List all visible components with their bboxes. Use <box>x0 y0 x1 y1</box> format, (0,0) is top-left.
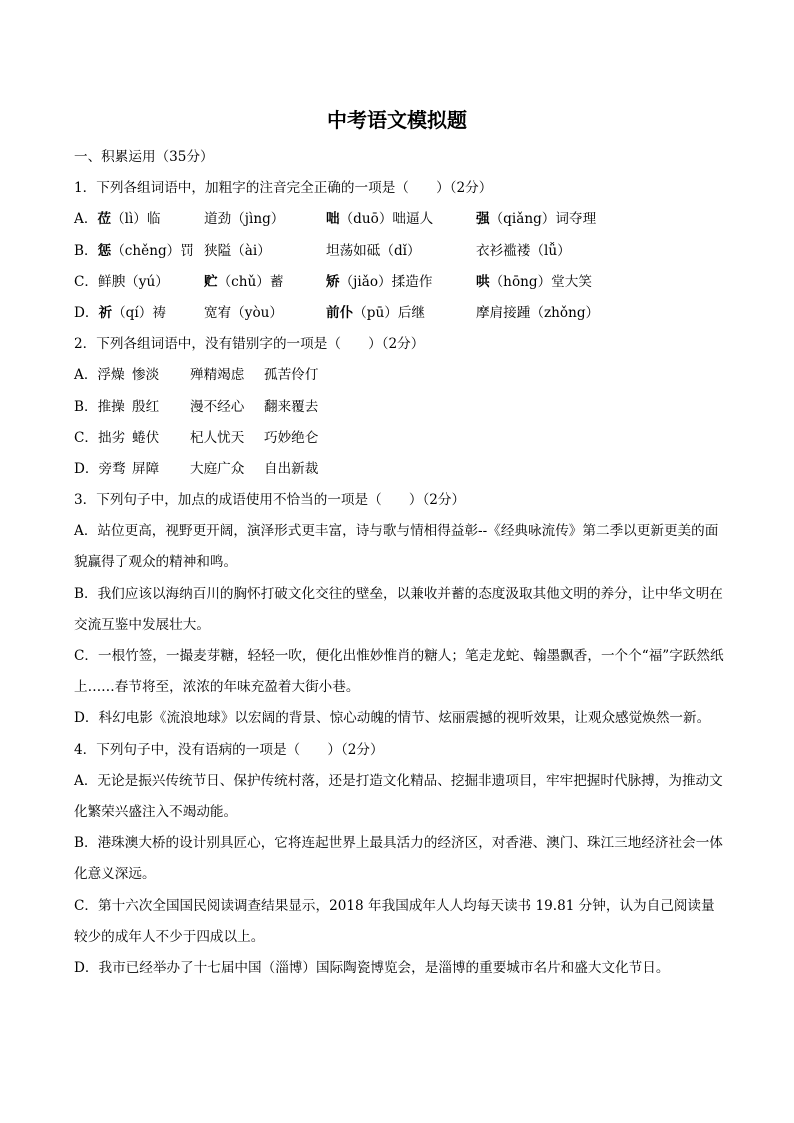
question-1-option-d <box>74 298 724 329</box>
option-term <box>204 267 326 298</box>
question-3-stem: 3．下列句子中，加点的成语使用不恰当的一项是（ ）（2分） <box>74 492 466 509</box>
exam-content <box>74 142 724 984</box>
option-term <box>74 267 204 298</box>
option-label: B． <box>74 242 98 259</box>
term-text: （qí）祷 <box>112 304 166 321</box>
emphasized-character: 惩 <box>97 242 112 259</box>
emphasized-character: 强 <box>476 211 490 228</box>
question-1-stem: 1．下列各组词语中，加粗字的注音完全正确的一项是（ ）（2分） <box>74 180 493 197</box>
question-3-option-a: A．站位更高，视野更开阔，演泽形式更丰富，诗与歌与情相得益彰--《经典咏流传》第二季以更新更美的面貌赢得了观众的精神和鸣。 <box>74 523 719 571</box>
term-text: 衣衫褴褛（lǚ） <box>476 242 571 259</box>
option-term: 蜷伏 <box>132 429 160 446</box>
option-term: 大庭广众 <box>190 460 245 477</box>
option-term: 漫不经心 <box>190 398 245 415</box>
term-text: （jiǎo）揉造作 <box>339 273 433 290</box>
term-text: （qiǎng）词夺理 <box>489 211 597 228</box>
section-heading: 一、积累运用（35分） <box>74 149 214 165</box>
option-term <box>74 236 204 267</box>
option-term: C．拙劣 <box>74 429 126 446</box>
option-term <box>476 298 726 329</box>
emphasized-character: 矫 <box>326 273 340 290</box>
option-term <box>74 204 204 235</box>
option-term: 自出新裁 <box>264 460 319 477</box>
question-4-stem: 4．下列句子中，没有语病的一项是（ ）（2分） <box>74 741 384 758</box>
option-term <box>326 298 476 329</box>
option-term: 惨淡 <box>132 367 160 384</box>
question-1-options <box>74 204 724 329</box>
term-text: 狭隘（ài） <box>204 242 271 259</box>
option-term <box>476 236 726 267</box>
option-term <box>204 204 326 235</box>
option-term: 孤苦伶仃 <box>264 367 319 384</box>
question-1-option-a <box>74 204 724 235</box>
option-term: 翻来覆去 <box>264 398 319 415</box>
term-text: 宽宥（yòu） <box>204 304 283 321</box>
question-1-option-c <box>74 267 724 298</box>
emphasized-character: 莅 <box>97 211 112 228</box>
emphasized-character: 前仆 <box>326 304 354 321</box>
question-4-option-c: C．第十六次全国国民阅读调查结果显示，2018 年我国成年人人均每天读书 19.81 分钟，认为自己阅读量较少的成年人不少于四成以上。 <box>74 897 715 945</box>
question-4-option-a: A．无论是振兴传统节日、保护传统村落，还是打造文化精品、挖掘非遗项目，牢牢把握时代脉搏，为推动文化繁荣兴盛注入不竭动能。 <box>74 772 723 821</box>
option-term: B．推操 <box>74 398 125 415</box>
option-term <box>326 204 476 235</box>
question-2-option-d <box>74 454 724 485</box>
option-term: D．旁骛 <box>74 460 126 477</box>
question-2-options <box>74 360 724 485</box>
option-term: A．浮燥 <box>74 367 125 384</box>
option-term <box>74 298 204 329</box>
page-title: 中考语文模拟题 <box>327 108 467 132</box>
question-2-option-b <box>74 392 724 423</box>
term-text: 道劲（jìng） <box>204 211 285 228</box>
question-2-option-a <box>74 360 724 391</box>
term-text: 鲜腴（yú） <box>98 273 169 290</box>
option-term: 杞人忧天 <box>190 429 245 446</box>
option-term <box>326 236 476 267</box>
term-text: 摩肩接踵（zhǒng） <box>476 304 600 321</box>
option-term: 殚精竭虑 <box>190 367 245 384</box>
option-term: 殷红 <box>132 398 160 415</box>
option-term <box>204 236 326 267</box>
term-text: （duō）咄逼人 <box>339 211 434 228</box>
emphasized-character: 贮 <box>204 273 218 290</box>
option-term <box>204 298 326 329</box>
term-text: （pū）后继 <box>353 304 426 321</box>
term-text: （hōng）堂大笑 <box>489 273 592 290</box>
option-label: C． <box>74 273 98 290</box>
option-term <box>476 267 726 298</box>
emphasized-character: 咄 <box>326 211 340 228</box>
option-label: A． <box>74 211 98 228</box>
option-term <box>326 267 476 298</box>
question-4-option-b: B．港珠澳大桥的设计别具匠心，它将连起世界上最具活力的经济区，对香港、澳门、珠江三地经济社会一体化意义深远。 <box>74 835 723 883</box>
term-text: （chěng）罚 <box>111 242 194 259</box>
question-2-option-c <box>74 423 724 454</box>
term-text: 坦荡如砥（dǐ） <box>326 242 421 259</box>
option-term: 巧妙绝仑 <box>264 429 319 446</box>
option-term <box>476 204 726 235</box>
term-text: （chǔ）蓄 <box>217 273 284 290</box>
question-4-option-d: D．我市已经举办了十七届中国（淄博）国际陶瓷博览会，是淄博的重要城市名片和盛大文化节日。 <box>74 960 670 977</box>
question-3-option-b: B．我们应该以海纳百川的胸怀打破文化交往的壁垒，以兼收并蓄的态度汲取其他文明的养分，让中华文明在交流互鉴中发展壮大。 <box>74 585 723 633</box>
question-1-option-b <box>74 236 724 267</box>
emphasized-character: 祈 <box>98 304 113 321</box>
term-text: （lì）临 <box>111 211 161 228</box>
emphasized-character: 哄 <box>476 273 490 290</box>
question-2-stem: 2．下列各组词语中，没有错别字的一项是（ ）（2分） <box>74 336 425 353</box>
question-3-option-d: D．科幻电影《流浪地球》以宏阔的背景、惊心动魄的情节、炫丽震撼的视听效果，让观众感觉焕然一新。 <box>74 710 711 727</box>
option-label: D． <box>74 304 99 321</box>
question-3-option-c: C．一根竹签，一撮麦芽糖，轻轻一吹，便化出惟妙惟肖的糖人；笔走龙蛇、翰墨飘香，一个个“福”字跃然纸上……春节将至，浓浓的年味充盈着大街小巷。 <box>74 648 724 696</box>
option-term: 屏障 <box>132 460 160 477</box>
